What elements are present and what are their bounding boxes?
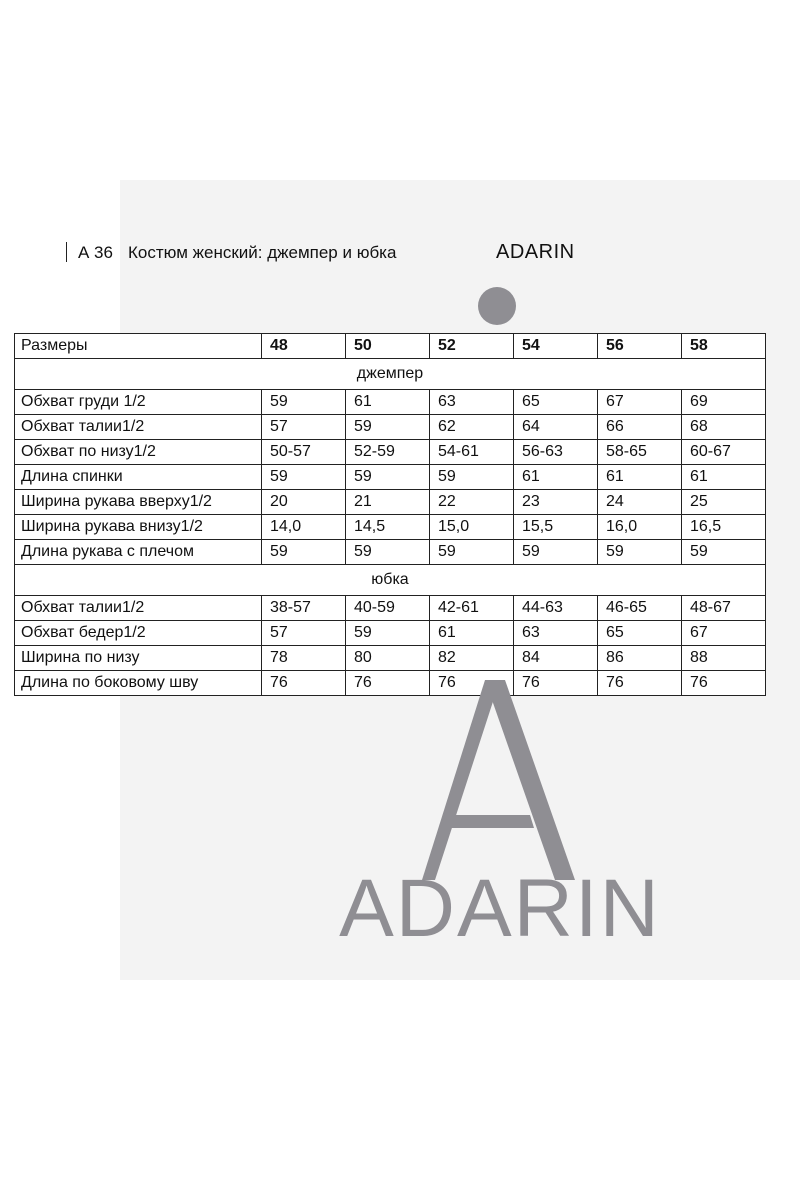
cell-value: 50-57 [262, 440, 346, 465]
table-row [15, 515, 766, 540]
row-label: Обхват по низу1/2 [15, 440, 262, 465]
table-row [15, 540, 766, 565]
cell-value: 59 [346, 621, 430, 646]
size-header-48: 48 [262, 334, 346, 359]
cell-value: 88 [682, 646, 766, 671]
table-row [15, 390, 766, 415]
cell-value: 65 [514, 390, 598, 415]
document-header [66, 240, 706, 264]
table-row [15, 596, 766, 621]
cell-value: 57 [262, 621, 346, 646]
table-header-row [15, 334, 766, 359]
row-label: Длина рукава с плечом [15, 540, 262, 565]
section-row [15, 565, 766, 596]
cell-value: 61 [682, 465, 766, 490]
cell-value: 67 [598, 390, 682, 415]
cell-value: 62 [430, 415, 514, 440]
cell-value: 59 [262, 390, 346, 415]
cell-value: 20 [262, 490, 346, 515]
table-row [15, 440, 766, 465]
cell-value: 76 [682, 671, 766, 696]
cell-value: 16,0 [598, 515, 682, 540]
letter-a-logo-icon [330, 680, 670, 880]
size-header-58: 58 [682, 334, 766, 359]
color-swatch [478, 287, 516, 325]
cell-value: 52-59 [346, 440, 430, 465]
size-header-52: 52 [430, 334, 514, 359]
row-label: Ширина рукава внизу1/2 [15, 515, 262, 540]
cell-value: 59 [430, 540, 514, 565]
cell-value: 59 [262, 540, 346, 565]
cell-value: 76 [514, 671, 598, 696]
cell-value: 22 [430, 490, 514, 515]
cell-value: 76 [430, 671, 514, 696]
cell-value: 86 [598, 646, 682, 671]
row-label: Обхват талии1/2 [15, 415, 262, 440]
row-label: Обхват талии1/2 [15, 596, 262, 621]
cell-value: 67 [682, 621, 766, 646]
product-code: А 36 [78, 243, 113, 262]
cell-value: 63 [514, 621, 598, 646]
cell-value: 61 [598, 465, 682, 490]
brand-logo [330, 680, 670, 980]
cell-value: 61 [346, 390, 430, 415]
cell-value: 68 [682, 415, 766, 440]
cell-value: 80 [346, 646, 430, 671]
cell-value: 40-59 [346, 596, 430, 621]
cell-value: 46-65 [598, 596, 682, 621]
size-header-54: 54 [514, 334, 598, 359]
cell-value: 59 [514, 540, 598, 565]
cell-value: 76 [262, 671, 346, 696]
cell-value: 44-63 [514, 596, 598, 621]
cell-value: 57 [262, 415, 346, 440]
cell-value: 76 [346, 671, 430, 696]
cell-value: 66 [598, 415, 682, 440]
table-row [15, 415, 766, 440]
cell-value: 59 [346, 415, 430, 440]
row-label: Ширина рукава вверху1/2 [15, 490, 262, 515]
cell-value: 63 [430, 390, 514, 415]
size-chart-table [14, 333, 766, 696]
cell-value: 59 [430, 465, 514, 490]
cell-value: 84 [514, 646, 598, 671]
cell-value: 48-67 [682, 596, 766, 621]
cell-value: 59 [262, 465, 346, 490]
cell-value: 64 [514, 415, 598, 440]
cell-value: 59 [682, 540, 766, 565]
row-label: Обхват груди 1/2 [15, 390, 262, 415]
row-label: Ширина по низу [15, 646, 262, 671]
cell-value: 78 [262, 646, 346, 671]
cell-value: 61 [430, 621, 514, 646]
logo-wordmark: ADARIN [339, 863, 661, 954]
cell-value: 14,5 [346, 515, 430, 540]
table-row [15, 490, 766, 515]
table-row [15, 621, 766, 646]
cell-value: 15,0 [430, 515, 514, 540]
section-title: юбка [15, 565, 766, 596]
row-label: Длина спинки [15, 465, 262, 490]
cell-value: 56-63 [514, 440, 598, 465]
cell-value: 23 [514, 490, 598, 515]
cell-value: 25 [682, 490, 766, 515]
section-row [15, 359, 766, 390]
cell-value: 59 [598, 540, 682, 565]
cell-value: 76 [598, 671, 682, 696]
cell-value: 38-57 [262, 596, 346, 621]
cell-value: 24 [598, 490, 682, 515]
table-row [15, 465, 766, 490]
size-header-50: 50 [346, 334, 430, 359]
row-label: Обхват бедер1/2 [15, 621, 262, 646]
cell-value: 42-61 [430, 596, 514, 621]
header-divider [66, 242, 67, 262]
cell-value: 69 [682, 390, 766, 415]
cell-value: 21 [346, 490, 430, 515]
cell-value: 82 [430, 646, 514, 671]
cell-value: 54-61 [430, 440, 514, 465]
cell-value: 65 [598, 621, 682, 646]
cell-value: 61 [514, 465, 598, 490]
cell-value: 14,0 [262, 515, 346, 540]
product-title: Костюм женский: джемпер и юбка [128, 243, 397, 262]
cell-value: 59 [346, 465, 430, 490]
corner-label: Размеры [15, 334, 262, 359]
cell-value: 15,5 [514, 515, 598, 540]
size-header-56: 56 [598, 334, 682, 359]
section-title: джемпер [15, 359, 766, 390]
cell-value: 59 [346, 540, 430, 565]
cell-value: 16,5 [682, 515, 766, 540]
table-row [15, 646, 766, 671]
cell-value: 58-65 [598, 440, 682, 465]
cell-value: 60-67 [682, 440, 766, 465]
row-label: Длина по боковому шву [15, 671, 262, 696]
brand-name: ADARIN [496, 241, 575, 263]
